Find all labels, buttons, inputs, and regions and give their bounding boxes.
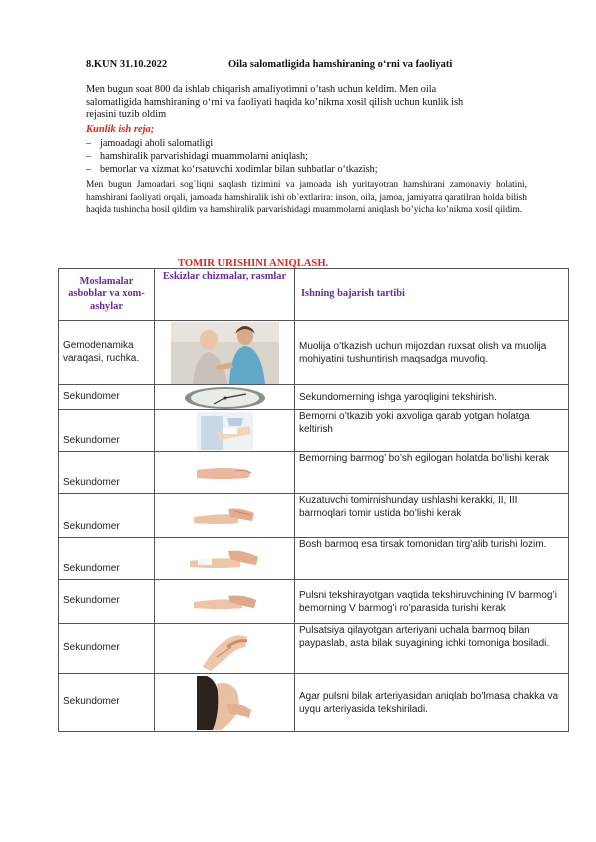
section-title: TOMIR URISHINI ANIQLASH. (178, 258, 329, 269)
step-cell: Bemorning barmog’ bo’sh egilogan holatda bo’lishi kerak (295, 452, 569, 494)
table-row (59, 494, 569, 538)
step-cell: Agar pulsni bilak arteriyasidan aniqlab bo’lmasa chakka va uyqu arteriyasida tekshiriladi. (295, 674, 569, 732)
plan-item: – bemorlar va xizmat ko‘rsatuvchi xodimlar bilan suhbatlar o‘tkazish; (86, 164, 378, 177)
tool-cell: Sekundomer (59, 674, 155, 732)
wrist-grip-photo (192, 503, 258, 529)
image-cell (155, 410, 295, 452)
plan-paragraph: Men bugun Jamoadari sog`liqni saqlash tizimini va jamoada ish yuritayotran hamshirani zamonaviy holatini, hamshirani faoliyati orqali, jamoada hamshiralik ishi ob`extlarira: inson, oila, jamoa, jamiyatra qaratilran holda bilish haqida tushincha hosil qildim va hamshiralik parvarishidagi muammolarni aniqlash bo’yicha ko’nikma xosil qildim. (86, 180, 527, 216)
image-cell (155, 452, 295, 494)
patient-position-photo (197, 412, 253, 450)
image-cell (155, 580, 295, 624)
tool-cell: Sekundomer (59, 410, 155, 452)
radial-artery-photo (197, 627, 253, 671)
table-row (59, 538, 569, 580)
thumb-placement-photo (188, 545, 262, 573)
step-cell: Bemorni o’tkazib yoki axvoliga qarab yotgan holatga keltirish (295, 410, 569, 452)
step-cell: Pulsatsiya qilayotgan arteriyani uchala barmoq bilan paypaslab, asta bilak suyagining ichki tomoniga bosiladi. (295, 624, 569, 674)
tool-cell: Sekundomer (59, 385, 155, 410)
image-cell (155, 321, 295, 385)
plan-title: Kunlik ish reja; (86, 124, 155, 135)
step-cell: Kuzatuvchi tomirnishunday ushlashi kerakki, II, III barmoqlari tomir ustida bo’lishi kerak (295, 494, 569, 538)
step-cell: Muolija o’tkazish uchun mijozdan ruxsat olish va muolija mohiyatini tushuntirish maqsadga muvofiq. (295, 321, 569, 385)
tool-cell: Gemodenamika varaqasi, ruchka. (59, 321, 155, 385)
step-cell: Sekundomerning ishga yaroqligini tekshirish. (295, 385, 569, 410)
stopwatch-photo (180, 385, 270, 409)
table-header-row (59, 269, 569, 321)
plan-item: – jamoadagi aholi salomatligi (86, 138, 378, 151)
image-cell (155, 494, 295, 538)
table-row (59, 321, 569, 385)
tool-cell: Sekundomer (59, 452, 155, 494)
carotid-pulse-photo (197, 676, 253, 730)
intro-line: rejasini tuzib oldim (86, 109, 167, 121)
intro-text (86, 84, 526, 122)
image-cell (155, 624, 295, 674)
image-cell (155, 385, 295, 410)
header-images: Eskizlar chizmalar, rasmlar (155, 269, 295, 321)
table-row (59, 452, 569, 494)
image-cell (155, 538, 295, 580)
plan-list (86, 138, 378, 176)
page-title: Oila salomatligida hamshiraning o‘rni va faoliyati (228, 59, 453, 70)
table-row (59, 410, 569, 452)
table-row (59, 580, 569, 624)
header-steps: Ishning bajarish tartibi (295, 269, 569, 321)
image-cell (155, 674, 295, 732)
intro-line: Men bugun soat 800 da ishlab chiqarish amaliyotimni o’tash uchun keldim. Men oila (86, 84, 437, 95)
procedure-table (58, 268, 569, 732)
tool-cell: Sekundomer (59, 494, 155, 538)
bent-finger-hand-photo (195, 462, 255, 484)
table-row (59, 385, 569, 410)
step-cell: Bosh barmoq esa tirsak tomonidan tirg’alib turishi lozim. (295, 538, 569, 580)
table-row (59, 674, 569, 732)
tool-cell: Sekundomer (59, 580, 155, 624)
header-tools: Moslamalar asboblar va xom-ashylar (59, 269, 155, 321)
tool-cell: Sekundomer (59, 538, 155, 580)
day-date: 8.KUN 31.10.2022 (86, 59, 168, 70)
intro-line: salomatligida hamshiraning o‘rni va faoliyati haqida ko’nikma xosil qilish uchun kunlik ish (86, 96, 464, 108)
nurse-with-patient-photo (171, 322, 279, 384)
plan-item: – hamshiralik parvarishidagi muammolarni aniqlash; (86, 151, 378, 164)
step-cell: Pulsni tekshirayotgan vaqtida tekshiruvchining IV barmog’i bemorning V barmog’i ro’parasida turishi kerak (295, 580, 569, 624)
tool-cell: Sekundomer (59, 624, 155, 674)
table-row (59, 624, 569, 674)
pulse-check-photo (192, 590, 258, 614)
